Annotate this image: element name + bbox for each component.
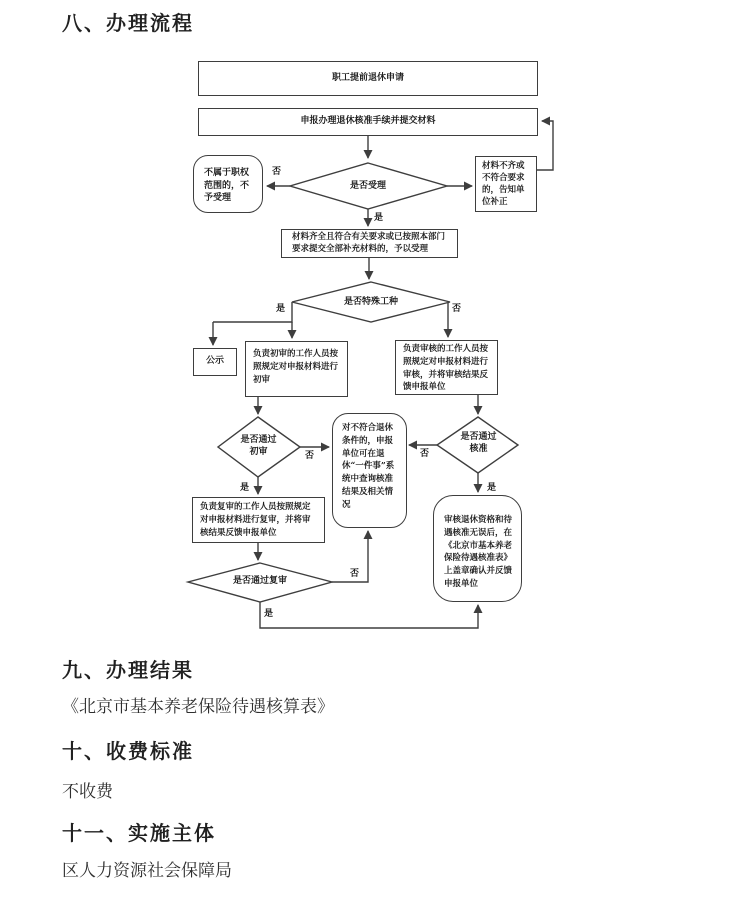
label-yes: 是	[264, 609, 274, 619]
flow-initial-review-box: 负责初审的工作人员按照规定对申报材料进行初审	[245, 341, 348, 397]
flow-publicity-box: 公示	[193, 348, 237, 376]
heading-implementing-body: 十一、实施主体	[62, 823, 216, 845]
paragraph-result-document: 《北京市基本养老保险待遇核算表》	[62, 697, 334, 717]
label-no: 否	[272, 167, 282, 177]
decision-initial-pass-label: 是否通过初审	[240, 435, 277, 457]
label-yes: 是	[276, 304, 286, 314]
heading-processing-flow: 八、办理流程	[62, 13, 194, 35]
flow-audit-box: 负责审核的工作人员按照规定对申报材料进行审核，并将审核结果反馈申报单位	[395, 340, 498, 395]
label-no: 否	[305, 451, 315, 461]
flow-re-review-box: 负责复审的工作人员按照规定对申报材料进行复审，并将审核结果反馈申报单位	[192, 497, 325, 543]
heading-processing-result: 九、办理结果	[62, 660, 194, 682]
decision-re-review-label: 是否通过复审	[232, 576, 287, 586]
flow-query-result-box: 对不符合退休条件的，申报单位可在退休“一件事”系统中查询核准结果及相关情况	[332, 413, 407, 528]
flow-supplement-box: 材料不齐或不符合要求的，告知单位补正	[475, 156, 537, 212]
label-yes: 是	[240, 483, 250, 493]
label-no: 否	[420, 449, 430, 459]
decision-approval-label: 是否通过核准	[460, 432, 497, 454]
decision-special-work-label: 是否特殊工种	[343, 297, 398, 307]
paragraph-fee: 不收费	[62, 782, 113, 802]
flow-submit-box: 申报办理退休核准手续并提交材料	[198, 108, 538, 136]
label-no: 否	[452, 304, 462, 314]
paragraph-agency: 区人力资源社会保障局	[62, 861, 232, 881]
decision-accept-label: 是否受理	[349, 181, 386, 191]
flow-confirm-stamp-box: 审核退休资格和待遇核准无误后，在《北京市基本养老保险待遇核准表》上盖章确认并反馈申报单位	[433, 495, 522, 602]
label-no: 否	[350, 569, 360, 579]
heading-fee-standard: 十、收费标准	[62, 741, 194, 763]
label-yes: 是	[487, 483, 497, 493]
flow-reject-box: 不属于职权范围的，不予受理	[193, 155, 263, 213]
label-yes: 是	[374, 213, 384, 223]
flow-accepted-box: 材料齐全且符合有关要求或已按照本部门要求提交全部补充材料的，予以受理	[281, 229, 458, 258]
flow-start-box: 职工提前退休申请	[198, 61, 538, 96]
